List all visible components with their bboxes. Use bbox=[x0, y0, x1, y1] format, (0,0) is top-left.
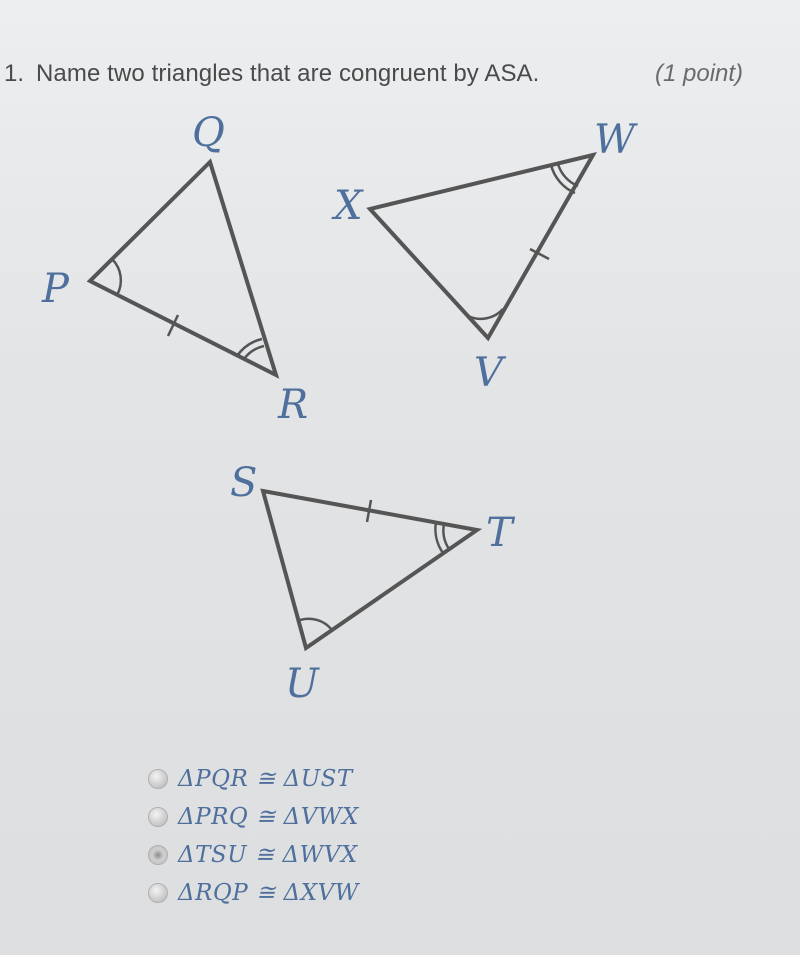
angle-mark-p bbox=[112, 259, 121, 295]
vertex-label-u: U bbox=[285, 661, 319, 707]
answer-label-3: ΔTSU ≅ ΔWVX bbox=[178, 842, 358, 868]
vertex-label-p: P bbox=[42, 266, 69, 312]
answer-choices bbox=[148, 760, 548, 912]
answer-label-2: ΔPRQ ≅ ΔVWX bbox=[178, 804, 359, 830]
vertex-label-v: V bbox=[474, 350, 503, 396]
triangle-stu bbox=[263, 491, 477, 648]
angle-mark-u bbox=[300, 619, 332, 630]
vertex-label-x: X bbox=[334, 183, 363, 229]
triangle-pqr bbox=[90, 162, 276, 375]
answer-option-1[interactable] bbox=[148, 760, 548, 798]
answer-option-2[interactable] bbox=[148, 798, 548, 836]
radio-button-2[interactable] bbox=[148, 807, 168, 827]
vertex-label-r: R bbox=[278, 382, 309, 428]
triangle-wxv bbox=[370, 155, 593, 338]
question-points: (1 point) bbox=[655, 60, 744, 87]
radio-button-4[interactable] bbox=[148, 883, 168, 903]
angle-mark-r-inner bbox=[244, 346, 264, 359]
question-number: 1. bbox=[4, 60, 25, 87]
radio-button-1[interactable] bbox=[148, 769, 168, 789]
answer-option-4[interactable] bbox=[148, 874, 548, 912]
vertex-label-t: T bbox=[486, 510, 513, 556]
triangle-stu-shape bbox=[263, 491, 477, 648]
vertex-label-s: S bbox=[230, 460, 258, 506]
answer-label-4: ΔRQP ≅ ΔXVW bbox=[178, 880, 359, 906]
angle-mark-t-inner bbox=[443, 524, 449, 549]
vertex-label-w: W bbox=[594, 117, 636, 163]
angle-mark-t-outer bbox=[435, 522, 443, 553]
question-text: Name two triangles that are congruent by ASA. bbox=[36, 60, 540, 87]
answer-label-1: ΔPQR ≅ ΔUST bbox=[178, 766, 353, 792]
radio-button-3[interactable] bbox=[148, 845, 168, 865]
vertex-label-q: Q bbox=[192, 110, 225, 156]
answer-option-3[interactable] bbox=[148, 836, 548, 874]
